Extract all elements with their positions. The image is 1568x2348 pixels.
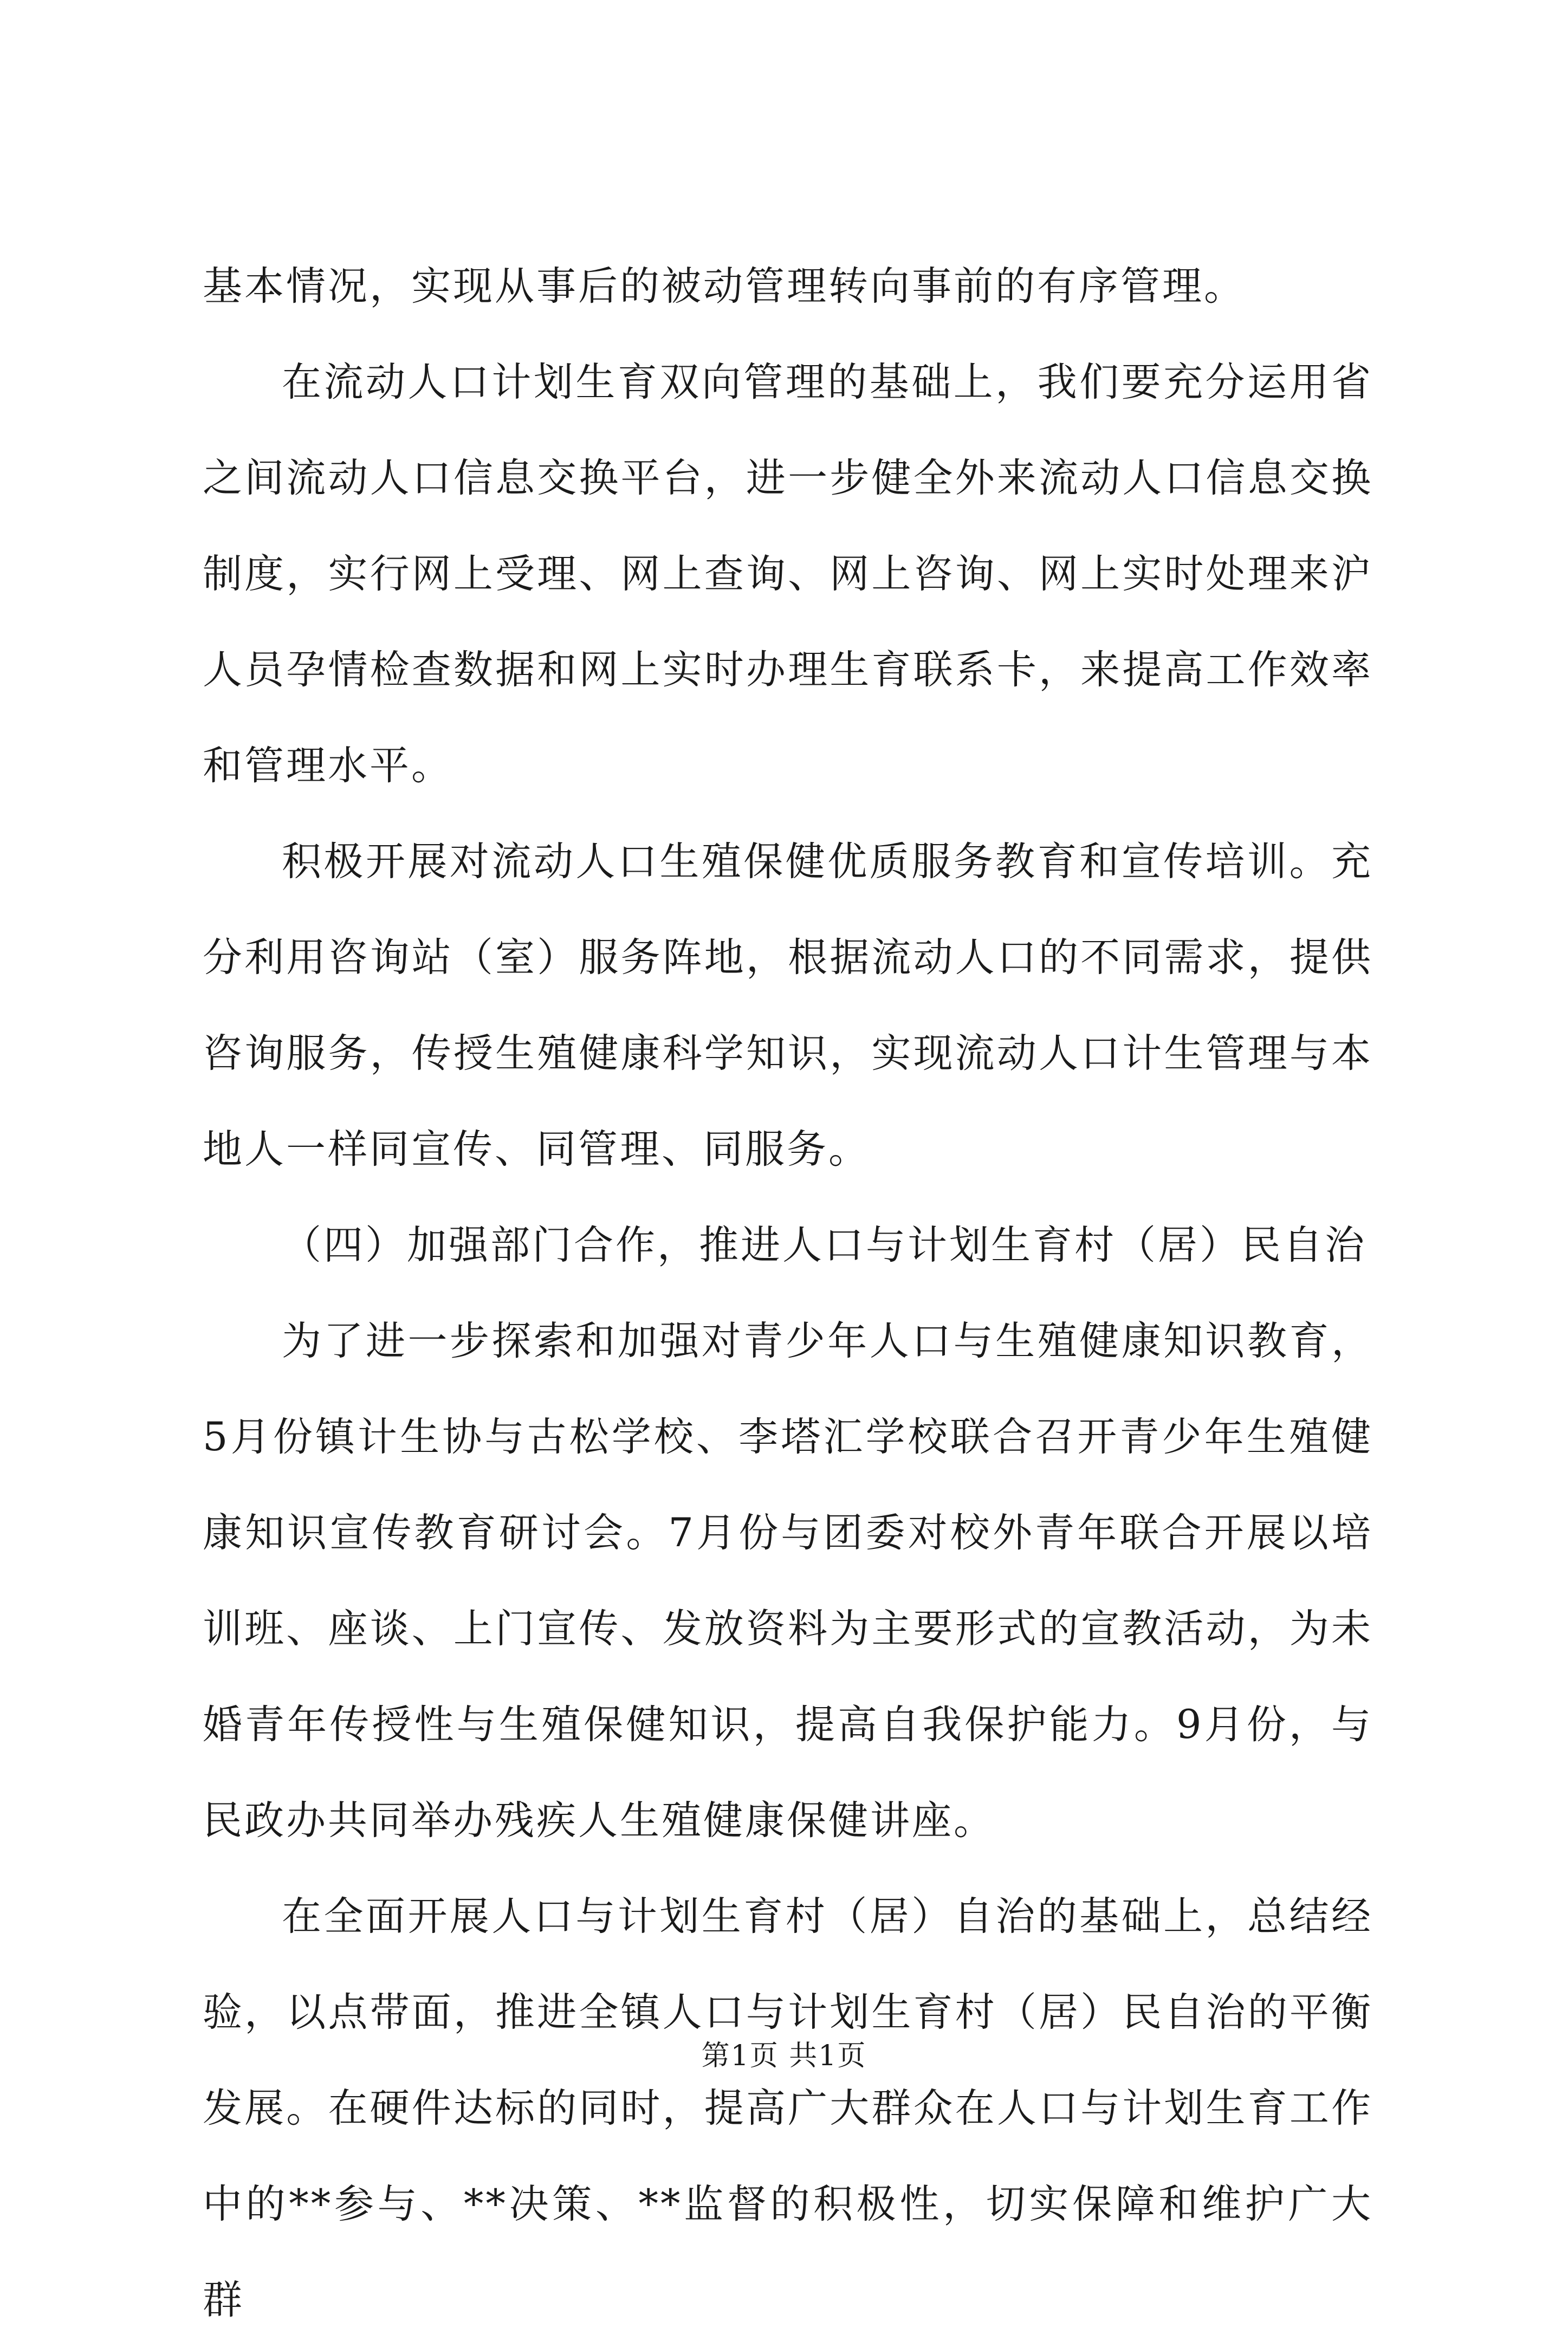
paragraph-2: 在流动人口计划生育双向管理的基础上，我们要充分运用省之间流动人口信息交换平台，进一步健全外来流动人口信息交换制度，实行网上受理、网上查询、网上咨询、网上实时处理来沪人员孕情检查数据和网上实时办理生育联系卡，来提高工作效率和管理水平。 (203, 359, 1373, 789)
document-body (203, 238, 1373, 2348)
paragraph-1: 基本情况，实现从事后的被动管理转向事前的有序管理。 (203, 263, 1246, 309)
paragraph-4: 为了进一步探索和加强对青少年人口与生殖健康知识教育，5月份镇计生协与古松学校、李塔汇学校联合召开青少年生殖健康知识宣传教育研讨会。7月份与团委对校外青年联合开展以培训班、座谈、上门宣传、发放资料为主要形式的宣教活动，为未婚青年传授性与生殖保健知识，提高自我保护能力。9月份，与民政办共同举办残疾人生殖健康保健讲座。 (203, 1318, 1373, 1844)
section-heading: （四）加强部门合作，推进人口与计划生育村（居）民自治 (282, 1222, 1366, 1268)
page-footer: 第1页 共1页 (701, 2040, 867, 2072)
paragraph-3: 积极开展对流动人口生殖保健优质服务教育和宣传培训。充分利用咨询站（室）服务阵地，根据流动人口的不同需求，提供咨询服务，传授生殖健康科学知识，实现流动人口计生管理与本地人一样同宣传、同管理、同服务。 (203, 839, 1373, 1172)
paragraph-5: 在全面开展人口与计划生育村（居）自治的基础上，总结经验，以点带面，推进全镇人口与计划生育村（居）民自治的平衡发展。在硬件达标的同时，提高广大群众在人口与计划生育工作中的**参与、**决策、**监督的积极性，切实保障和维护广大群 (203, 1893, 1373, 2323)
